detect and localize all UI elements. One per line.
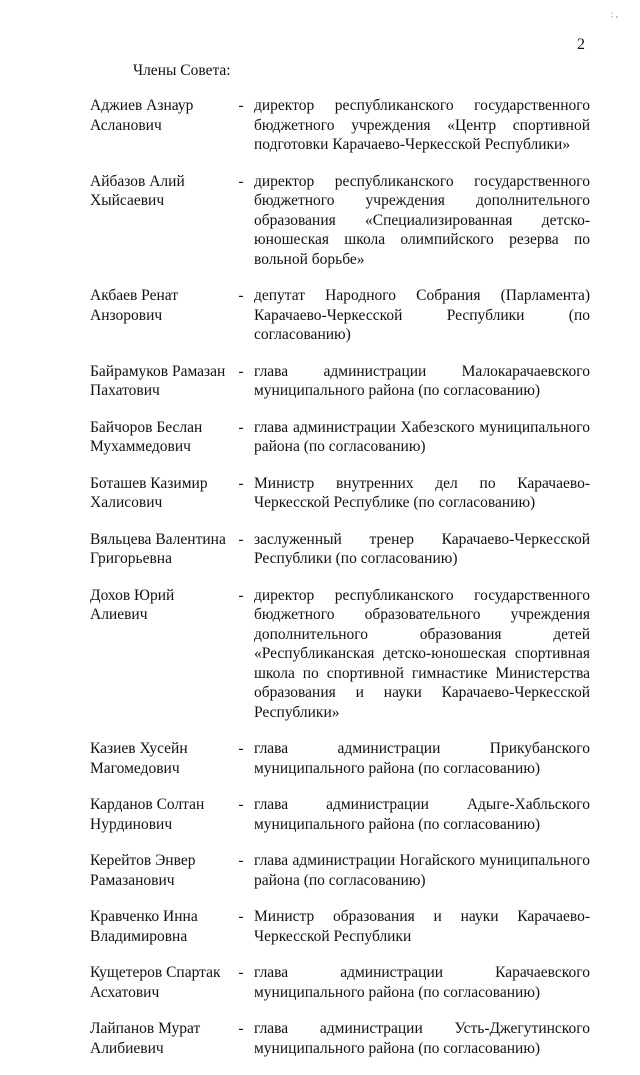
member-name: Казиев Хусейн Магомедович xyxy=(90,740,188,777)
member-dash: - xyxy=(238,740,244,757)
member-position: глава администрации Хабезского муниципального района (по согласованию) xyxy=(254,418,590,455)
member-name: Байрамуков Рамазан Пахатович xyxy=(90,362,226,399)
member-row xyxy=(90,586,590,723)
member-name: Кущетеров Спартак Асхатович xyxy=(90,964,221,1001)
member-dash: - xyxy=(238,287,244,304)
member-position: Министр внутренних дел по Карачаево-Черкесской Республике (по согласованию) xyxy=(254,474,590,511)
member-name: Керейтов Энвер Рамазанович xyxy=(90,852,196,889)
member-position: глава администрации Карачаевского муниципального района (по согласованию) xyxy=(254,964,590,1001)
member-row xyxy=(90,474,590,513)
member-dash: - xyxy=(238,474,244,492)
member-dash: - xyxy=(238,586,244,604)
section-title: Члены Совета: xyxy=(133,62,231,79)
member-name: Аджиев Азнаур Асланович xyxy=(90,97,194,134)
member-dash: - xyxy=(238,1020,244,1037)
member-name: Кравченко Инна Владимировна xyxy=(90,908,198,945)
member-row xyxy=(90,1019,590,1058)
member-row xyxy=(90,418,590,457)
member-position: глава администрации Ногайского муниципального района (по согласованию) xyxy=(254,852,590,889)
member-dash: - xyxy=(238,796,244,813)
member-name: Вяльцева Валентина Григорьевна xyxy=(90,530,226,567)
member-name: Дохов Юрий Алиевич xyxy=(90,586,175,623)
member-name: Боташев Казимир Халисович xyxy=(90,474,208,511)
member-dash: - xyxy=(238,530,244,548)
member-row xyxy=(90,172,590,270)
members-list xyxy=(90,96,590,1075)
member-position: глава администрации Усть-Джегутинского муниципального района (по согласованию) xyxy=(254,1020,590,1057)
member-dash: - xyxy=(238,362,244,380)
member-dash: - xyxy=(238,908,244,925)
member-name: Карданов Солтан Нурдинович xyxy=(90,796,205,833)
member-position: глава администрации Адыге-Хабльского муниципального района (по согласованию) xyxy=(254,796,590,833)
member-position: директор республиканского государственного бюджетного учреждения дополнительного образования «Специализированная детско-юношеская школа олимпийского резерва по вольной борьбе» xyxy=(254,172,590,268)
member-name: Байчоров Беслан Мухаммедович xyxy=(90,418,203,455)
member-row xyxy=(90,286,590,345)
member-position: директор республиканского государственного бюджетного учреждения «Центр спортивной подготовки Карачаево-Черкесской Республики» xyxy=(254,97,590,153)
member-dash: - xyxy=(238,852,244,869)
member-row xyxy=(90,530,590,569)
member-row xyxy=(90,851,590,890)
member-position: директор республиканского государственного бюджетного образовательного учреждения дополнительного образования детей «Республиканская детско-юношеская спортивная школа по спортивной гимнастике Министерства образования и науки Карачаево-Черкесской Республики» xyxy=(254,586,590,721)
member-row xyxy=(90,795,590,834)
page-number: 2 xyxy=(577,36,585,53)
member-row xyxy=(90,963,590,1002)
member-dash: - xyxy=(238,418,244,436)
member-dash: - xyxy=(238,964,244,981)
member-position: заслуженный тренер Карачаево-Черкесской Республики (по согласованию) xyxy=(254,530,590,567)
corner-mark: : , xyxy=(610,9,618,19)
member-dash: - xyxy=(238,172,244,190)
member-row xyxy=(90,739,590,778)
member-dash: - xyxy=(238,97,244,114)
member-position: глава администрации Прикубанского муниципального района (по согласованию) xyxy=(254,740,590,777)
member-row xyxy=(90,96,590,155)
member-row xyxy=(90,907,590,946)
member-name: Акбаев Ренат Анзорович xyxy=(90,287,179,324)
member-position: Министр образования и науки Карачаево-Черкесской Республики xyxy=(254,908,590,945)
member-name: Лайпанов Мурат Алибиевич xyxy=(90,1020,201,1057)
member-position: глава администрации Малокарачаевского муниципального района (по согласованию) xyxy=(254,362,590,399)
member-row xyxy=(90,362,590,401)
member-position: депутат Народного Собрания (Парламента) Карачаево-Черкесской Республики (по согласованию) xyxy=(254,287,590,343)
member-name: Айбазов Алий Хыйсаевич xyxy=(90,172,185,209)
